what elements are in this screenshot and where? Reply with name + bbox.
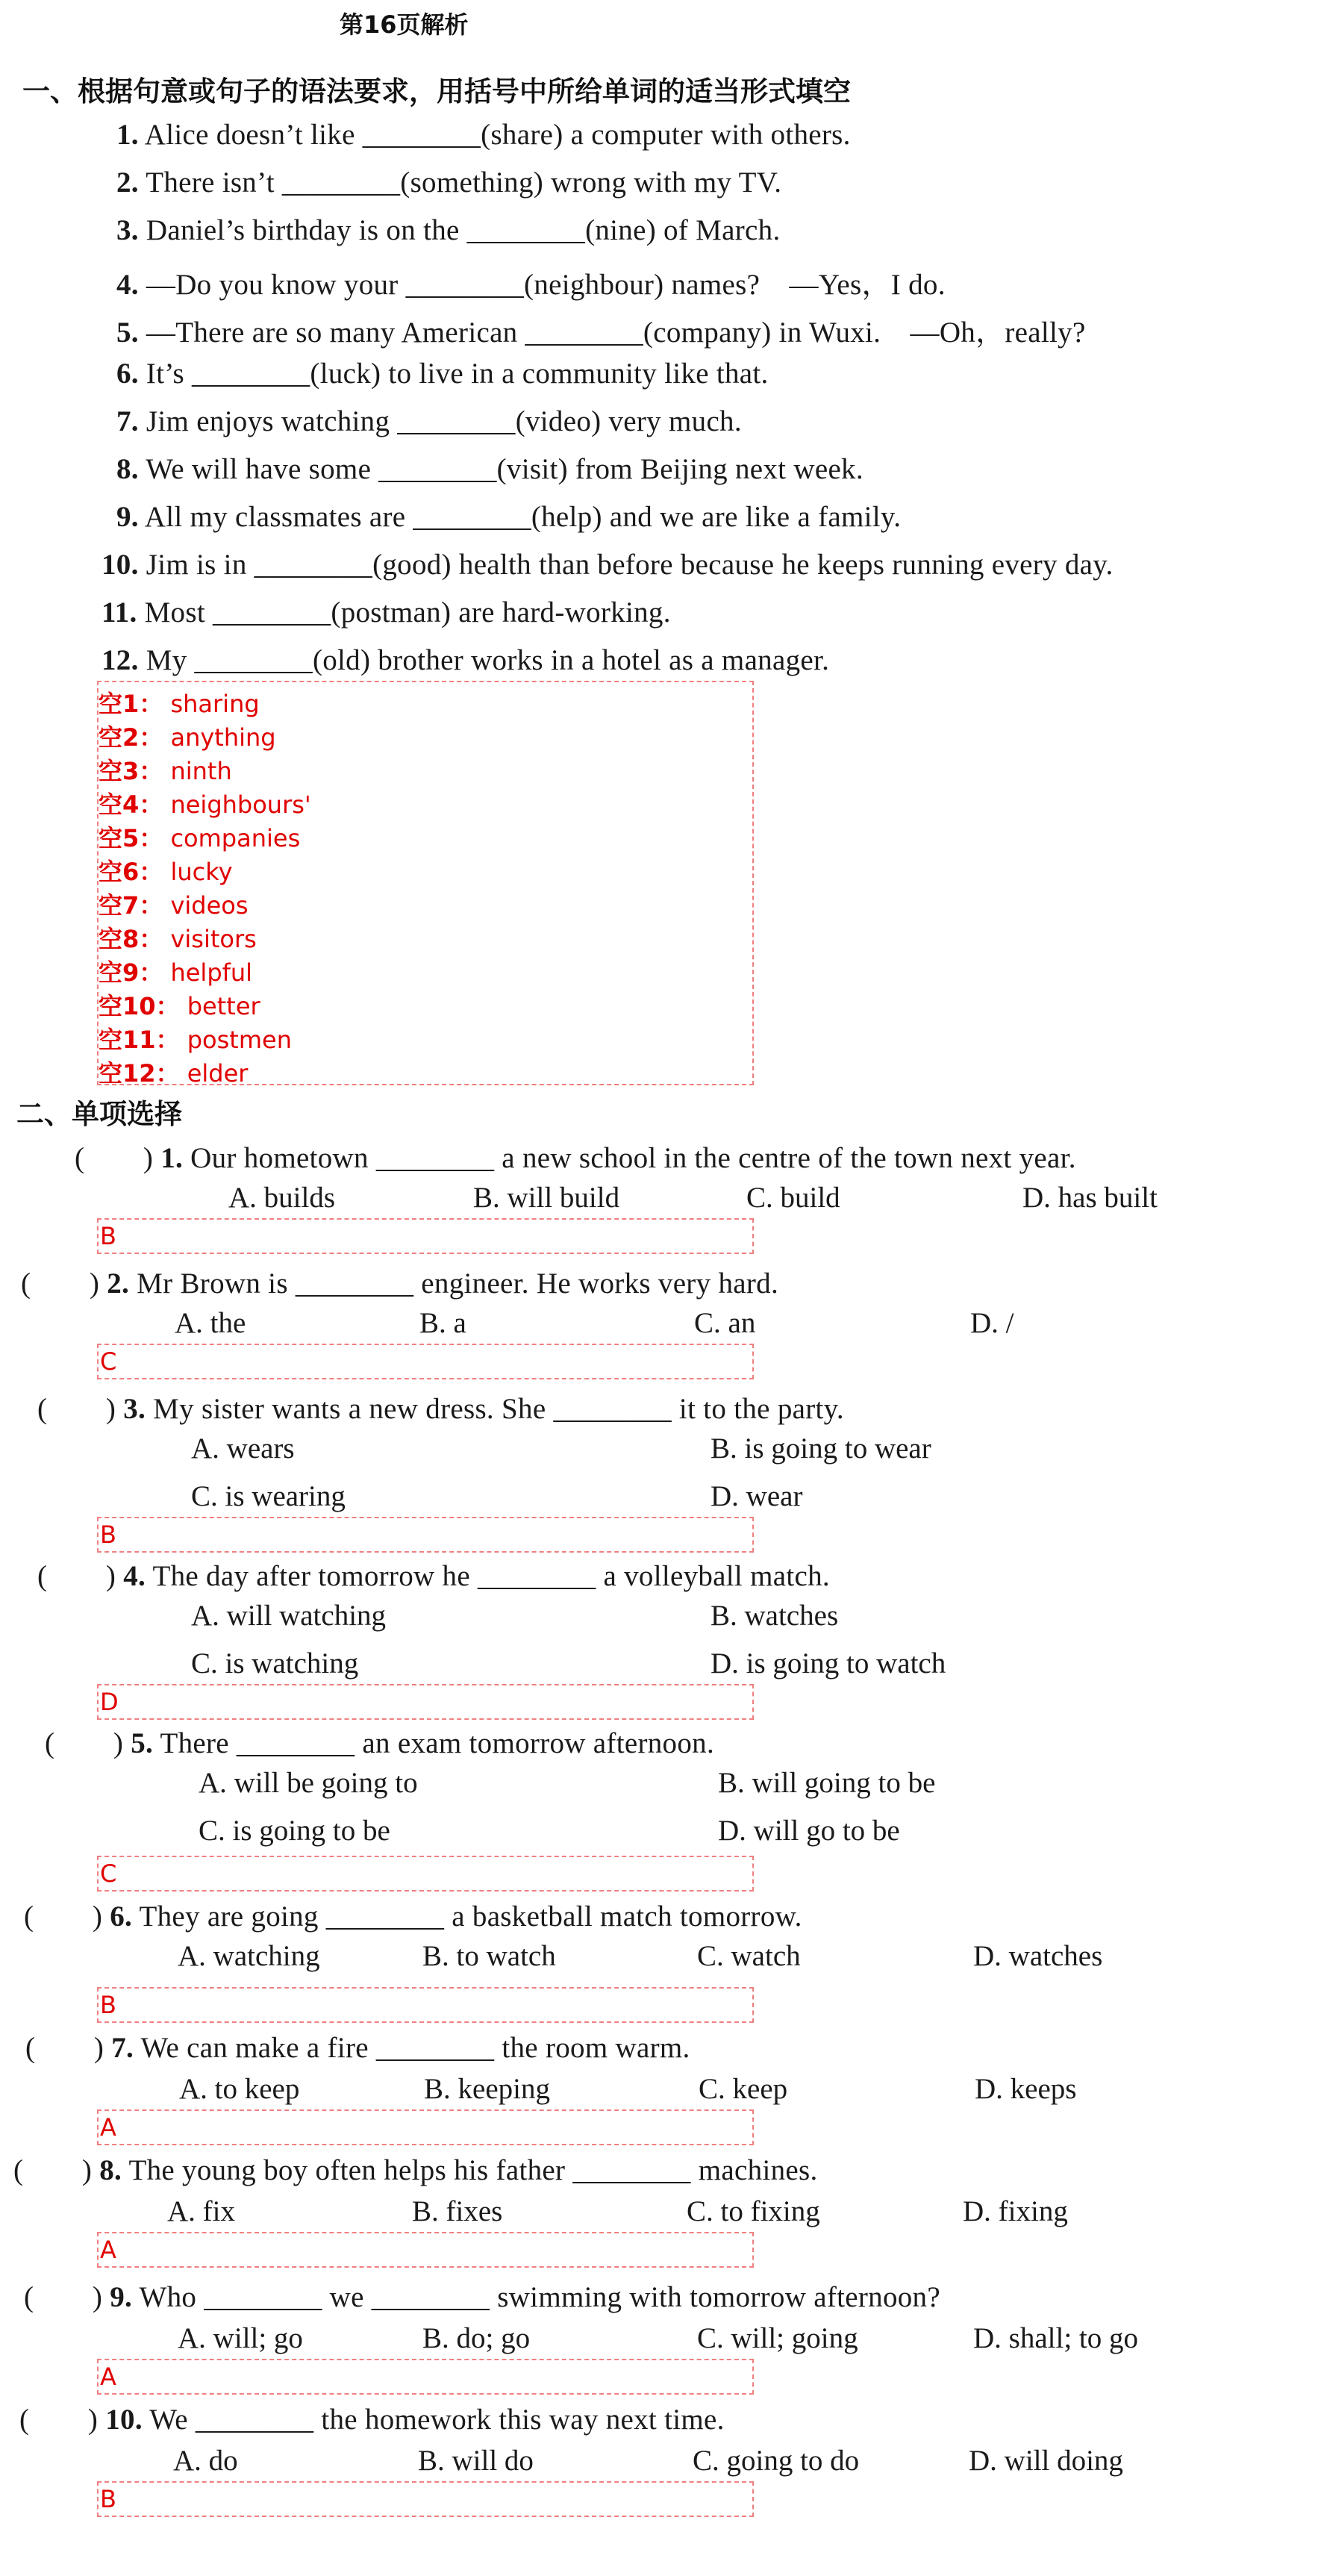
section2-title: 二、单项选择 xyxy=(16,1098,182,1130)
choice-question: ( ) 1. Our hometown ________ a new school in the centre of the town next year. xyxy=(75,1142,1076,1174)
answer-box xyxy=(97,1344,754,1379)
choice-answer: B xyxy=(100,2485,116,2513)
fill-question: 12. My ________(old) brother works in a hotel as a manager. xyxy=(102,644,830,676)
answer-item: 空6： lucky xyxy=(99,858,233,886)
choice-answer: C xyxy=(100,1859,117,1888)
option: A. do xyxy=(173,2445,238,2477)
answer-box xyxy=(97,2109,754,2145)
choice-answer: A xyxy=(100,2363,116,2391)
answer-item: 空7： videos xyxy=(99,891,249,920)
option: D. has built xyxy=(1022,1182,1158,1214)
option: B. is going to wear xyxy=(711,1432,931,1465)
option: B. will build xyxy=(473,1182,620,1214)
option: C. going to do xyxy=(693,2445,860,2477)
choice-question: ( ) 7. We can make a fire ________ the room warm. xyxy=(25,2032,690,2064)
option: D. fixing xyxy=(963,2195,1068,2227)
option: D. wear xyxy=(711,1480,803,1512)
choice-question: ( ) 5. There ________ an exam tomorrow afternoon. xyxy=(45,1727,714,1759)
option: B. watches xyxy=(711,1600,839,1632)
choice-question: ( ) 9. Who ________ we ________ swimming with tomorrow afternoon? xyxy=(24,2281,940,2313)
answer-box xyxy=(97,2359,754,2395)
fill-question: 10. Jim is in ________(good) health than before because he keeps running every day. xyxy=(102,549,1114,581)
answer-box xyxy=(97,1218,754,1254)
option: C. to fixing xyxy=(687,2195,820,2227)
choice-answer: B xyxy=(100,1991,116,2019)
option: D. will doing xyxy=(969,2445,1123,2477)
choice-question: ( ) 8. The young boy often helps his father ________ machines. xyxy=(13,2154,818,2186)
page-title: 第16页解析 xyxy=(340,10,469,39)
fill-question: 7. Jim enjoys watching ________(video) very much. xyxy=(116,405,742,437)
option: A. fix xyxy=(167,2195,235,2227)
choice-question: ( ) 10. We ________ the homework this way next time. xyxy=(19,2404,725,2436)
fill-question: 2. There isn’t ________(something) wrong with my TV. xyxy=(116,166,782,199)
answer-item: 空12： elder xyxy=(99,1059,249,1088)
fill-question: 5. —There are so many American ________(company) in Wuxi. —Oh，really? xyxy=(116,316,1086,349)
option: D. will go to be xyxy=(718,1815,900,1847)
fill-question: 8. We will have some ________(visit) from Beijing next week. xyxy=(116,453,864,485)
option: B. will do xyxy=(418,2445,534,2477)
option: D. shall; to go xyxy=(973,2322,1138,2354)
section1-title: 一、根据句意或句子的语法要求，用括号中所给单词的适当形式填空 xyxy=(22,75,851,107)
answer-item: 空5： companies xyxy=(99,824,301,852)
answer-item: 空10： better xyxy=(99,992,260,1020)
answer-box xyxy=(97,2232,754,2268)
option: A. will watching xyxy=(191,1600,387,1632)
choice-question: ( ) 3. My sister wants a new dress. She ________ it to the party. xyxy=(37,1393,844,1425)
option: A. will; go xyxy=(178,2322,303,2354)
option: C. will; going xyxy=(697,2322,858,2354)
option: C. keep xyxy=(699,2073,788,2105)
option: A. builds xyxy=(228,1182,336,1214)
answer-item: 空4： neighbours' xyxy=(99,790,311,819)
option: A. to keep xyxy=(179,2073,300,2105)
choice-answer: A xyxy=(100,2113,116,2142)
option: B. will going to be xyxy=(718,1767,936,1799)
option: C. is going to be xyxy=(199,1815,390,1847)
option: C. an xyxy=(694,1307,756,1339)
option: A. wears xyxy=(191,1432,295,1465)
answer-box xyxy=(97,1517,754,1553)
answer-box xyxy=(97,2481,754,2517)
answer-box xyxy=(97,1856,754,1892)
option: A. the xyxy=(175,1307,246,1339)
answer-item: 空11： postmen xyxy=(99,1026,292,1054)
choice-answer: B xyxy=(100,1222,116,1250)
option: B. to watch xyxy=(422,1940,556,1972)
answer-item: 空1： sharing xyxy=(99,690,260,718)
choice-answer: B xyxy=(100,1521,116,1549)
answer-box xyxy=(97,1684,754,1720)
option: C. is wearing xyxy=(191,1480,346,1512)
choice-answer: C xyxy=(100,1347,117,1376)
option: C. is watching xyxy=(191,1647,359,1680)
option: D. keeps xyxy=(975,2073,1077,2105)
option: B. do; go xyxy=(422,2322,531,2354)
option: C. build xyxy=(746,1182,840,1214)
option: D. watches xyxy=(973,1940,1103,1972)
option: D. is going to watch xyxy=(711,1647,946,1680)
fill-question: 3. Daniel’s birthday is on the ________(nine) of March. xyxy=(116,214,781,246)
fill-question: 11. Most ________(postman) are hard-working. xyxy=(102,596,671,629)
answer-item: 空8： visitors xyxy=(99,925,257,953)
option: D. / xyxy=(970,1307,1014,1339)
choice-question: ( ) 4. The day after tomorrow he ________ a volleyball match. xyxy=(37,1560,830,1592)
fill-question: 6. It’s ________(luck) to live in a community like that. xyxy=(116,358,769,390)
answer-item: 空9： helpful xyxy=(99,958,253,987)
option: C. watch xyxy=(697,1940,801,1972)
option: B. fixes xyxy=(412,2195,503,2227)
choice-answer: A xyxy=(100,2236,116,2264)
fill-question: 1. Alice doesn’t like ________(share) a computer with others. xyxy=(116,119,851,151)
option: B. a xyxy=(419,1307,466,1339)
choice-question: ( ) 2. Mr Brown is ________ engineer. He works very hard. xyxy=(21,1267,778,1300)
choice-question: ( ) 6. They are going ________ a basketball match tomorrow. xyxy=(24,1900,802,1933)
answer-item: 空3： ninth xyxy=(99,757,232,785)
choice-answer: D xyxy=(100,1688,119,1716)
answer-item: 空2： anything xyxy=(99,723,276,752)
fill-question: 4. —Do you know your ________(neighbour) names? —Yes，I do. xyxy=(116,269,946,301)
option: A. will be going to xyxy=(199,1767,418,1799)
answer-box xyxy=(97,1987,754,2023)
option: A. watching xyxy=(178,1940,320,1972)
option: B. keeping xyxy=(424,2073,550,2105)
fill-question: 9. All my classmates are ________(help) and we are like a family. xyxy=(116,501,902,533)
